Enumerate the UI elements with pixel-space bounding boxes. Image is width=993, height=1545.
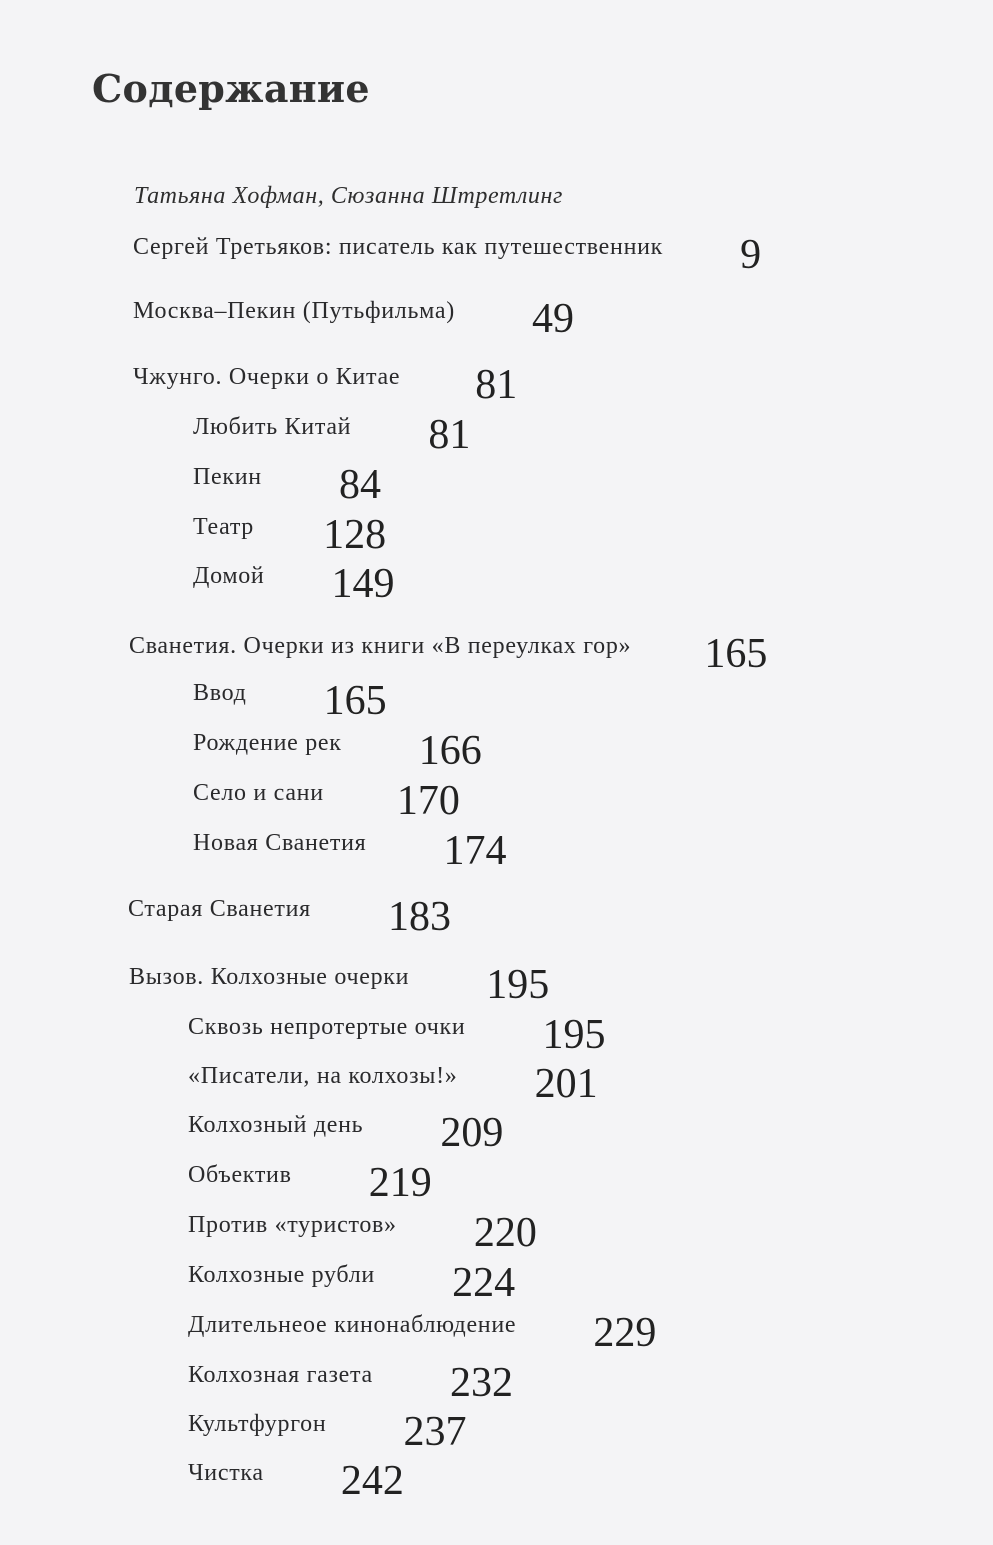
entry-title: Рождение рек: [193, 730, 342, 756]
entry-title: Село и сани: [193, 780, 324, 806]
entry-title: Длительнеое кинонаблюдение: [188, 1312, 517, 1338]
page-title: Содержание: [92, 66, 370, 111]
entry-title: Чжунго. Очерки о Китае: [133, 364, 401, 390]
entry-title: Колхозные рубли: [188, 1262, 375, 1288]
entry-page: 237: [403, 1409, 467, 1455]
toc-entry-sub[interactable]: [193, 816, 507, 874]
entry-title: Старая Сванетия: [128, 896, 311, 922]
entry-page: 229: [593, 1310, 657, 1356]
entry-page: 209: [440, 1110, 504, 1156]
entry-page: 183: [387, 894, 451, 940]
entry-page: 149: [331, 561, 395, 607]
entry-title: Москва–Пекин (Путьфильма): [133, 298, 455, 324]
entry-title: Объектив: [188, 1162, 292, 1188]
entry-page: 81: [475, 362, 518, 408]
entry-page: 165: [323, 678, 387, 724]
toc-entry-sub[interactable]: [193, 766, 460, 824]
toc-entry-sub[interactable]: [188, 1000, 606, 1058]
entry-page: 224: [452, 1260, 516, 1306]
entry-page: 81: [428, 412, 471, 458]
toc-entry-sub[interactable]: [193, 400, 471, 458]
entry-title: Чистка: [188, 1460, 264, 1486]
toc-entry-sub[interactable]: [188, 1298, 657, 1356]
entry-title: Сванетия. Очерки из книги «В переулках гор»: [129, 633, 632, 659]
entry-page: 242: [340, 1458, 404, 1504]
toc-entry-sub[interactable]: [188, 1098, 504, 1156]
toc-entry-sub[interactable]: [188, 1148, 432, 1206]
entry-title: Сергей Третьяков: писатель как путешественник: [133, 234, 664, 260]
entry-title: Пекин: [193, 464, 262, 490]
toc-entry-sub[interactable]: [188, 1397, 467, 1455]
intro-authors: Татьяна Хофман, Сюзанна Штретлинг: [134, 183, 563, 209]
entry-page: 49: [532, 296, 574, 342]
entry-title: Колхозный день: [188, 1112, 364, 1138]
entry-page: 84: [338, 462, 381, 508]
entry-title: Домой: [193, 563, 265, 589]
entry-title: «Писатели, на колхозы!»: [188, 1063, 458, 1089]
entry-page: 170: [396, 778, 460, 824]
toc-entry-sub[interactable]: [188, 1348, 513, 1406]
entry-page: 165: [704, 631, 768, 677]
toc-entry[interactable]: [133, 284, 574, 342]
entry-page: 166: [418, 728, 482, 774]
toc-entry-sub[interactable]: [193, 716, 482, 774]
entry-title: Против «туристов»: [188, 1212, 397, 1238]
toc-entry-sub[interactable]: [193, 500, 387, 558]
toc-entry[interactable]: [129, 950, 550, 1008]
toc-entry-sub[interactable]: [188, 1198, 537, 1256]
entry-page: 220: [473, 1210, 537, 1256]
toc-entry-intro[interactable]: [133, 220, 762, 278]
entry-page: 174: [443, 828, 507, 874]
entry-page: 195: [542, 1012, 606, 1058]
entry-title: Вызов. Колхозные очерки: [129, 964, 410, 990]
entry-title: Театр: [193, 514, 255, 540]
toc-entry[interactable]: [129, 619, 768, 677]
entry-title: Сквозь непротертые очки: [188, 1014, 466, 1040]
entry-page: 128: [323, 512, 387, 558]
toc-entry-sub[interactable]: [193, 666, 387, 724]
toc-entry[interactable]: [133, 350, 518, 408]
toc-entry-sub[interactable]: [193, 450, 381, 508]
entry-title: Культфургон: [188, 1411, 327, 1437]
entry-page: 201: [534, 1061, 598, 1107]
entry-page: 219: [368, 1160, 432, 1206]
toc-entry-sub[interactable]: [188, 1446, 404, 1504]
entry-title: Любить Китай: [193, 414, 352, 440]
toc-entry-sub[interactable]: [193, 549, 395, 607]
entry-page: 9: [740, 232, 762, 278]
toc-entry[interactable]: [128, 882, 451, 940]
entry-title: Колхозная газета: [188, 1362, 373, 1388]
entry-page: 232: [449, 1360, 513, 1406]
entry-title: Новая Сванетия: [193, 830, 367, 856]
entry-title: Ввод: [193, 680, 247, 706]
toc-entry-sub[interactable]: [188, 1248, 516, 1306]
entry-page: 195: [486, 962, 550, 1008]
toc-entry-sub[interactable]: [188, 1049, 598, 1107]
